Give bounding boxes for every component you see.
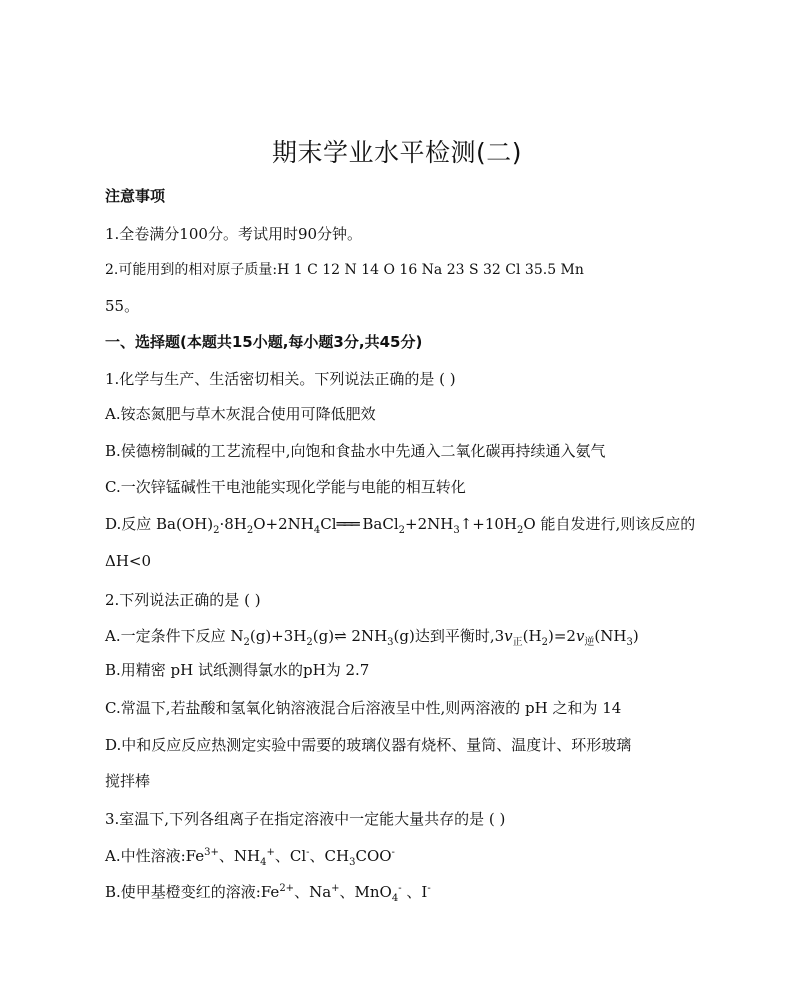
notice-item-2-line-2: 55。 <box>105 297 140 315</box>
notice-heading: 注意事项 <box>105 187 166 205</box>
question-2-option-c: C.常温下,若盐酸和氢氧化钠溶液混合后溶液呈中性,则两溶液的 pH 之和为 14 <box>105 699 622 717</box>
question-2-stem: 2.下列说法正确的是 ( ) <box>105 591 261 609</box>
notice-item-1: 1.全卷满分100分。考试用时90分钟。 <box>105 225 363 243</box>
question-3-option-a: A.中性溶液$:Fe^{3+}$、$NH_4^+$、Cl-、$CH_3COO^-$ <box>105 847 395 868</box>
question-1-stem: 1.化学与生产、生活密切相关。下列说法正确的是 ( ) <box>105 370 456 388</box>
question-1-option-d: D.反应 $Ba(OH)_2\cdot 8H_2O+2NH_4Cl═══$ $BaCl_2+2NH_3↑+10H_2O$ 能自发进行,则该反应的 <box>105 515 696 536</box>
question-1-option-a: A.铵态氮肥与草木灰混合使用可降低肥效 <box>105 405 376 423</box>
question-2-option-a: A.一定条件下反应 $N_2(g)+3H_2(g)\rightleftharpoons$ $2NH_3(g)$达到平衡时$,3v_正(H_2)=2v_逆(NH_3)$ <box>105 627 639 648</box>
page-title: 期末学业水平检测(二) <box>271 138 522 167</box>
notice-item-2-line-1: 2.可能用到的相对原子质量:H 1 C 12 N 14 O 16 Na 23 S 32 Cl 35.5 Mn <box>105 262 584 278</box>
question-1-option-b: B.侯德榜制碱的工艺流程中,向饱和食盐水中先通入二氧化碳再持续通入氨气 <box>105 442 606 460</box>
question-1-option-d-line-2: ΔH<0 <box>105 552 152 570</box>
question-2-option-d-line-2: 搅拌棒 <box>105 772 151 790</box>
section-heading: 一、选择题(本题共15小题,每小题3分,共45分) <box>105 333 423 351</box>
question-1-option-c: C.一次锌锰碱性干电池能实现化学能与电能的相互转化 <box>105 478 466 496</box>
question-3-stem: 3.室温下,下列各组离子在指定溶液中一定能大量共存的是 ( ) <box>105 810 506 828</box>
question-3-option-b: B.使甲基橙变红的溶液$:Fe^{2+}$、Na+、MnO$_4$- 、I- <box>105 883 431 904</box>
question-2-option-d: D.中和反应反应热测定实验中需要的玻璃仪器有烧杯、量筒、温度计、环形玻璃 <box>105 736 632 754</box>
question-2-option-b: B.用精密 pH 试纸测得氯水的pH为 2.7 <box>105 661 370 679</box>
